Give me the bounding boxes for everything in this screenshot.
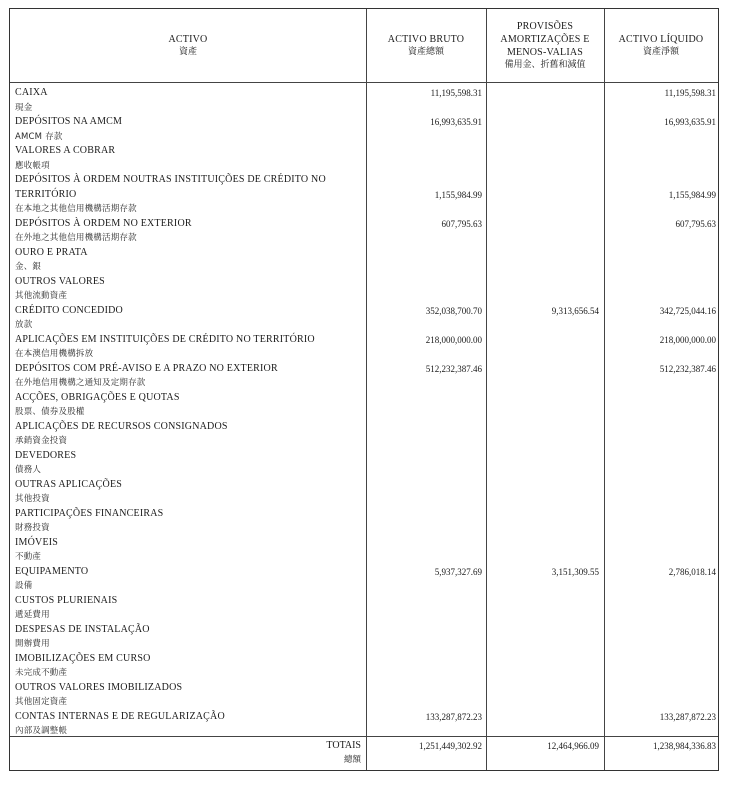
header-activo-liquido bbox=[604, 9, 718, 82]
header-label: AMORTIZAÇÕES E bbox=[500, 33, 590, 45]
row-label-zh: 承銷資金投資 bbox=[15, 436, 68, 446]
row-label-zh: 開辦費用 bbox=[15, 639, 50, 649]
row-label bbox=[15, 86, 365, 115]
table-row bbox=[10, 391, 718, 420]
row-label-pt: OUTROS VALORES bbox=[15, 275, 105, 287]
header-activo bbox=[10, 9, 366, 82]
totals-label bbox=[326, 739, 361, 767]
table-row bbox=[10, 623, 718, 652]
cell-activo-bruto: 133,287,872.23 bbox=[425, 711, 482, 722]
row-label bbox=[15, 115, 365, 144]
row-label-zh: 未完成不動產 bbox=[15, 668, 68, 678]
cell-activo-liquido: 342,725,044.16 bbox=[659, 305, 716, 316]
header-label: ACTIVO LÍQUIDO bbox=[618, 33, 704, 45]
header-label-zh: 資產總額 bbox=[407, 46, 444, 57]
totals-label-zh: 總額 bbox=[343, 755, 361, 765]
row-label-pt: DESPESAS DE INSTALAÇÃO bbox=[15, 623, 150, 635]
cell-activo-bruto: 218,000,000.00 bbox=[425, 334, 482, 345]
table-row bbox=[10, 246, 718, 275]
row-label bbox=[15, 173, 365, 217]
totals-row bbox=[10, 736, 718, 770]
row-label-pt: CONTAS INTERNAS E DE REGULARIZAÇÃO bbox=[15, 710, 225, 722]
header-divider bbox=[10, 82, 718, 83]
row-label-zh: 在本地之其他信用機構活期存款 bbox=[15, 204, 137, 214]
table-row bbox=[10, 681, 718, 710]
cell-activo-liquido: 512,232,387.46 bbox=[659, 363, 716, 374]
cell-activo-liquido: 1,155,984.99 bbox=[668, 189, 716, 200]
row-label bbox=[15, 652, 365, 681]
table-row bbox=[10, 710, 718, 739]
cell-activo-bruto: 512,232,387.46 bbox=[425, 363, 482, 374]
row-label-zh: 內部及調整帳 bbox=[15, 726, 68, 736]
row-label-pt: ACÇÕES, OBRIGAÇÕES E QUOTAS bbox=[15, 391, 180, 403]
row-label bbox=[15, 246, 365, 275]
row-label-zh: 金、銀 bbox=[15, 262, 42, 272]
row-label-zh: 在外地信用機構之通知及定期存款 bbox=[15, 378, 146, 388]
header-label-zh: 資產 bbox=[178, 46, 197, 57]
row-label bbox=[15, 449, 365, 478]
row-label-zh: 財務投資 bbox=[15, 523, 50, 533]
row-label bbox=[15, 391, 365, 420]
table-row bbox=[10, 275, 718, 304]
cell-activo-liquido: 218,000,000.00 bbox=[659, 334, 716, 345]
row-label-pt: CAIXA bbox=[15, 87, 48, 98]
totals-activo-bruto: 1,251,449,302.92 bbox=[419, 741, 482, 751]
cell-provisoes: 3,151,309.55 bbox=[551, 566, 599, 577]
row-label-pt-cont: TERRITÓRIO bbox=[15, 188, 77, 200]
header-label-zh: 資產淨額 bbox=[642, 46, 679, 57]
row-label bbox=[15, 565, 365, 594]
header-label: ACTIVO BRUTO bbox=[387, 33, 465, 45]
row-label-pt: CRÉDITO CONCEDIDO bbox=[15, 304, 123, 316]
row-label bbox=[15, 420, 365, 449]
totals-label-pt: TOTAIS bbox=[326, 740, 361, 751]
table-row bbox=[10, 144, 718, 173]
row-label bbox=[15, 507, 365, 536]
table-row bbox=[10, 652, 718, 681]
row-label bbox=[15, 333, 365, 362]
row-label bbox=[15, 304, 365, 333]
balance-sheet-table bbox=[9, 8, 719, 771]
table-row bbox=[10, 507, 718, 536]
table-row bbox=[10, 362, 718, 391]
cell-activo-bruto: 352,038,700.70 bbox=[425, 305, 482, 316]
table-row bbox=[10, 420, 718, 449]
row-label bbox=[15, 536, 365, 565]
row-label-pt: DEPÓSITOS COM PRÉ-AVISO E A PRAZO NO EXTERIOR bbox=[15, 362, 278, 374]
cell-activo-liquido: 607,795.63 bbox=[675, 218, 716, 229]
row-label-pt: DEVEDORES bbox=[15, 449, 77, 461]
row-label bbox=[15, 478, 365, 507]
row-label-pt: OUTRAS APLICAÇÕES bbox=[15, 478, 123, 490]
row-label-zh: 應收帳項 bbox=[15, 160, 50, 171]
row-label bbox=[15, 217, 365, 246]
row-label bbox=[15, 623, 365, 652]
row-label-pt: OURO E PRATA bbox=[15, 246, 88, 258]
row-label bbox=[15, 710, 365, 739]
table-row bbox=[10, 449, 718, 478]
row-label bbox=[15, 594, 365, 623]
row-label-pt: DEPÓSITOS À ORDEM NO EXTERIOR bbox=[15, 217, 192, 229]
row-label-pt: OUTROS VALORES IMOBILIZADOS bbox=[15, 681, 183, 693]
row-label bbox=[15, 275, 365, 304]
table-row bbox=[10, 86, 718, 115]
row-label-pt: VALORES A COBRAR bbox=[15, 145, 116, 156]
row-label-zh: 在本澳信用機構拆放 bbox=[15, 349, 94, 359]
row-label-pt: DEPÓSITOS NA AMCM bbox=[15, 116, 123, 127]
header-label: ACTIVO bbox=[168, 33, 208, 45]
row-label-zh: 遞延費用 bbox=[15, 610, 50, 620]
cell-activo-liquido: 133,287,872.23 bbox=[659, 711, 716, 722]
cell-activo-liquido: 11,195,598.31 bbox=[664, 88, 716, 98]
header-label: PROVISÕES bbox=[516, 20, 574, 32]
row-label-pt: APLICAÇÕES DE RECURSOS CONSIGNADOS bbox=[15, 420, 228, 432]
row-label-zh: AMCM 存款 bbox=[15, 131, 63, 142]
row-label-zh: 在外地之其他信用機構活期存款 bbox=[15, 233, 137, 243]
row-label-pt: CUSTOS PLURIENAIS bbox=[15, 594, 118, 606]
header-label-zh: 備用金、折舊和減值 bbox=[504, 59, 586, 70]
row-label-zh: 不動產 bbox=[15, 552, 42, 562]
row-label-pt: IMÓVEIS bbox=[15, 536, 59, 548]
row-label-zh: 其他流動資產 bbox=[15, 291, 68, 301]
totals-provisoes: 12,464,966.09 bbox=[547, 741, 599, 751]
row-label-zh: 股票、債券及股權 bbox=[15, 407, 85, 417]
table-row bbox=[10, 173, 718, 217]
row-label-zh: 放款 bbox=[15, 320, 33, 330]
row-label-zh: 設備 bbox=[15, 581, 33, 591]
row-label bbox=[15, 681, 365, 710]
cell-provisoes: 9,313,656.54 bbox=[551, 305, 599, 316]
cell-activo-bruto: 607,795.63 bbox=[441, 218, 482, 229]
row-label-zh: 其他投資 bbox=[15, 494, 50, 504]
row-label-zh: 其他固定資產 bbox=[15, 697, 68, 707]
cell-activo-bruto: 11,195,598.31 bbox=[430, 88, 482, 98]
row-label bbox=[15, 144, 365, 173]
header-provisoes bbox=[486, 9, 604, 82]
totals-activo-liquido: 1,238,984,336.83 bbox=[653, 741, 716, 751]
row-label-zh: 債務人 bbox=[15, 465, 42, 475]
table-row bbox=[10, 478, 718, 507]
table-row bbox=[10, 304, 718, 333]
table-row bbox=[10, 536, 718, 565]
header-label: MENOS-VALIAS bbox=[506, 46, 584, 58]
table-row bbox=[10, 217, 718, 246]
table-row bbox=[10, 594, 718, 623]
row-label-pt: EQUIPAMENTO bbox=[15, 565, 89, 577]
table-row bbox=[10, 115, 718, 144]
row-label-zh: 現金 bbox=[15, 102, 33, 113]
row-label-pt: DEPÓSITOS À ORDEM NOUTRAS INSTITUIÇÕES DE CRÉDITO NO bbox=[15, 174, 326, 185]
row-label-pt: IMOBILIZAÇÕES EM CURSO bbox=[15, 652, 151, 664]
row-label-pt: APLICAÇÕES EM INSTITUIÇÕES DE CRÉDITO NO TERRITÓRIO bbox=[15, 333, 315, 345]
cell-activo-bruto: 1,155,984.99 bbox=[434, 189, 482, 200]
cell-activo-liquido: 16,993,635.91 bbox=[664, 117, 716, 127]
cell-activo-bruto: 5,937,327.69 bbox=[434, 566, 482, 577]
cell-activo-liquido: 2,786,018.14 bbox=[668, 566, 716, 577]
header-activo-bruto bbox=[366, 9, 486, 82]
table-row bbox=[10, 565, 718, 594]
table-row bbox=[10, 333, 718, 362]
cell-activo-bruto: 16,993,635.91 bbox=[430, 117, 482, 127]
row-label-pt: PARTICIPAÇÕES FINANCEIRAS bbox=[15, 507, 164, 519]
row-label bbox=[15, 362, 365, 391]
